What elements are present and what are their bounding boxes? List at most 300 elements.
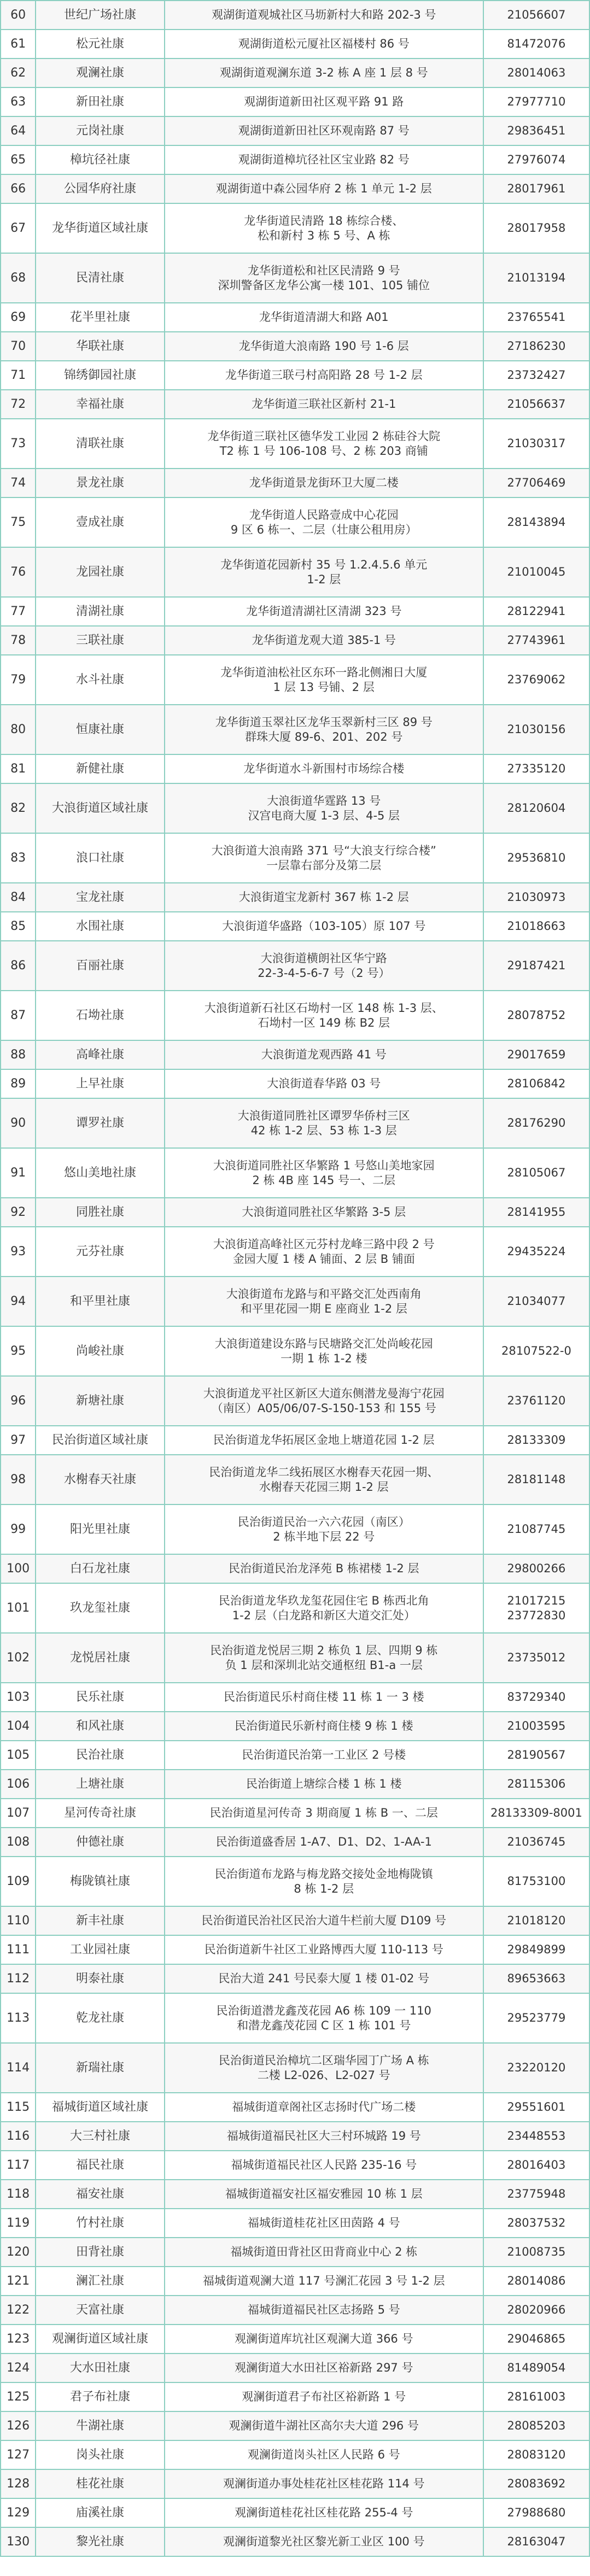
clinic-name	[36, 1, 164, 30]
clinic-address	[165, 1098, 483, 1148]
table-row	[1, 1683, 589, 1712]
clinic-address	[165, 116, 483, 145]
clinic-address	[165, 469, 483, 497]
clinic-phone	[483, 547, 589, 597]
table-row	[1, 1770, 589, 1799]
row-index	[1, 361, 36, 390]
clinic-phone-text: 28120604	[507, 801, 566, 815]
clinic-phone-text: 21008735	[507, 2245, 566, 2258]
row-index	[1, 2238, 36, 2267]
row-index-text: 68	[10, 271, 26, 285]
clinic-name	[36, 1426, 164, 1455]
row-index-text: 103	[7, 1690, 30, 1704]
table-row	[1, 783, 589, 833]
row-index	[1, 783, 36, 833]
clinic-address	[165, 2151, 483, 2180]
clinic-phone	[483, 1770, 589, 1799]
clinic-phone-text: 21036745	[507, 1835, 566, 1848]
clinic-name	[36, 1633, 164, 1683]
clinic-phone-text: 23448553	[507, 2129, 566, 2142]
clinic-name-text: 大水田社康	[69, 2361, 130, 2375]
row-index	[1, 1770, 36, 1799]
clinic-name-text: 观澜社康	[75, 66, 124, 80]
clinic-address-text: 大浪街道布龙路与和平路交汇处西南角 和平里花园一期 E 座商业 1-2 层	[226, 1287, 422, 1315]
row-index	[1, 1633, 36, 1683]
clinic-address-text: 观澜街道君子布社区裕新路 1 号	[242, 2390, 406, 2403]
clinic-address	[165, 1227, 483, 1277]
table-row	[1, 2209, 589, 2238]
row-index	[1, 597, 36, 626]
row-index-text: 80	[10, 722, 26, 736]
clinic-name-text: 高峰社康	[75, 1047, 124, 1062]
clinic-phone	[483, 1098, 589, 1148]
row-index	[1, 1040, 36, 1069]
clinic-address	[165, 2180, 483, 2209]
clinic-name	[36, 2151, 164, 2180]
clinic-name-text: 竹村社康	[75, 2216, 124, 2230]
clinic-address-text: 龙华街道三联弓村高阳路 28 号 1-2 层	[225, 368, 423, 382]
clinic-name	[36, 203, 164, 253]
row-index-text: 92	[10, 1205, 26, 1219]
clinic-phone	[483, 1683, 589, 1712]
clinic-phone	[483, 1583, 589, 1633]
clinic-name-text: 百丽社康	[75, 958, 124, 973]
clinic-name	[36, 1964, 164, 1993]
clinic-name	[36, 2238, 164, 2267]
clinic-name-text: 清联社康	[75, 436, 124, 450]
row-index	[1, 2382, 36, 2411]
clinic-address	[165, 1712, 483, 1741]
clinic-address-text: 大浪街道华盛路（103-105）原 107 号	[222, 920, 426, 933]
clinic-address-text: 龙华街道水斗新围村市场综合楼	[243, 762, 405, 775]
clinic-name-text: 公园华府社康	[63, 182, 136, 196]
clinic-phone-text: 21034077	[507, 1295, 566, 1308]
clinic-address	[165, 2325, 483, 2353]
clinic-address-text: 民治街道民乐村商住楼 11 栋 1 一 3 楼	[224, 1690, 424, 1703]
table-row	[1, 469, 589, 497]
table-row	[1, 58, 589, 87]
clinic-name-text: 水斗社康	[75, 672, 124, 687]
clinic-phone	[483, 116, 589, 145]
row-index-text: 94	[10, 1294, 26, 1308]
clinic-name-text: 田背社康	[75, 2245, 124, 2259]
clinic-phone	[483, 361, 589, 390]
table-row	[1, 2151, 589, 2180]
clinic-name-text: 花半里社康	[69, 310, 130, 324]
clinic-name	[36, 655, 164, 705]
clinic-phone	[483, 1, 589, 30]
clinic-name	[36, 2325, 164, 2353]
row-index-text: 84	[10, 890, 26, 904]
clinic-address	[165, 58, 483, 87]
clinic-phone	[483, 705, 589, 754]
table-row	[1, 1504, 589, 1554]
row-index-text: 121	[7, 2274, 30, 2288]
clinic-address-text: 民治街道民治第一工业区 2 号楼	[242, 1748, 406, 1761]
table-row	[1, 30, 589, 58]
row-index-text: 113	[7, 2011, 30, 2025]
row-index-text: 61	[10, 37, 26, 51]
row-index-text: 89	[10, 1076, 26, 1091]
clinic-name	[36, 174, 164, 203]
clinic-phone-text: 27976074	[507, 153, 566, 166]
clinic-phone	[483, 1712, 589, 1741]
clinic-phone	[483, 1504, 589, 1554]
row-index	[1, 705, 36, 754]
clinic-name	[36, 1040, 164, 1069]
clinic-name	[36, 626, 164, 655]
clinic-name	[36, 497, 164, 547]
row-index-text: 119	[7, 2216, 30, 2230]
clinic-name	[36, 1554, 164, 1583]
clinic-name-text: 民乐社康	[75, 1690, 124, 1704]
clinic-address-text: 大浪街道宝龙新村 367 栋 1-2 层	[238, 891, 409, 904]
clinic-name	[36, 1906, 164, 1935]
table-row	[1, 145, 589, 174]
clinic-name	[36, 390, 164, 419]
row-index-text: 86	[10, 958, 26, 973]
clinic-phone-text: 28133309	[507, 1433, 566, 1447]
clinic-address	[165, 2469, 483, 2498]
clinic-phone	[483, 2122, 589, 2151]
row-index-text: 111	[7, 1942, 30, 1957]
clinic-name-text: 幸福社康	[75, 397, 124, 411]
clinic-phone	[483, 2411, 589, 2440]
clinic-address	[165, 497, 483, 547]
clinic-name-text: 大三村社康	[69, 2129, 130, 2143]
clinic-phone	[483, 1633, 589, 1683]
row-index	[1, 1799, 36, 1828]
table-row	[1, 2498, 589, 2527]
clinic-name	[36, 419, 164, 469]
clinic-name	[36, 145, 164, 174]
clinic-phone-text: 29536810	[507, 851, 566, 864]
clinic-name	[36, 361, 164, 390]
clinic-phone	[483, 2498, 589, 2527]
clinic-address	[165, 1, 483, 30]
clinic-phone-text: 29800266	[507, 1562, 566, 1575]
table-row	[1, 1828, 589, 1857]
clinic-name-text: 世纪广场社康	[63, 8, 136, 22]
clinic-address-text: 观湖街道樟坑径社区宝业路 82 号	[238, 153, 410, 166]
row-index	[1, 1098, 36, 1148]
clinic-phone-text: 23761120	[507, 1394, 566, 1407]
table-row	[1, 253, 589, 303]
clinic-phone-text: 81489054	[507, 2361, 566, 2374]
clinic-phone-text: 28190567	[507, 1748, 566, 1761]
table-row	[1, 361, 589, 390]
clinic-name	[36, 2527, 164, 2556]
clinic-name	[36, 1326, 164, 1376]
clinic-name	[36, 253, 164, 303]
clinic-phone	[483, 754, 589, 783]
clinic-phone	[483, 174, 589, 203]
row-index-text: 100	[7, 1561, 30, 1576]
row-index-text: 101	[7, 1601, 30, 1615]
row-index-text: 130	[7, 2534, 30, 2549]
row-index-text: 67	[10, 221, 26, 235]
table-row	[1, 2180, 589, 2209]
clinic-name	[36, 991, 164, 1040]
row-index-text: 83	[10, 851, 26, 865]
table-row	[1, 991, 589, 1040]
clinic-address	[165, 1935, 483, 1964]
clinic-name-text: 华联社康	[75, 339, 124, 353]
clinic-phone-text: 29551601	[507, 2100, 566, 2114]
clinic-address-text: 福城街道观澜大道 117 号澜汇花园 3 号 1-2 层	[202, 2274, 445, 2287]
clinic-name	[36, 883, 164, 912]
table-row	[1, 2527, 589, 2556]
clinic-phone	[483, 597, 589, 626]
row-index	[1, 2469, 36, 2498]
clinic-name	[36, 2353, 164, 2382]
clinic-address-text: 民治大道 241 号民泰大厦 1 楼 01-02 号	[218, 1972, 430, 1985]
row-index	[1, 1583, 36, 1633]
clinic-address-text: 龙华街道景龙街环卫大厦二楼	[249, 476, 399, 489]
clinic-name-text: 新瑞社康	[75, 2060, 124, 2075]
row-index	[1, 1326, 36, 1376]
clinic-phone-text: 29523779	[507, 2011, 566, 2024]
clinic-name-text: 龙悦居社康	[69, 1650, 130, 1665]
clinic-address-text: 龙华街道油松社区东环一路北侧湘日大厦 1 层 13 号铺、2 层	[220, 665, 428, 694]
clinic-name	[36, 1198, 164, 1227]
row-index	[1, 390, 36, 419]
clinic-phone	[483, 203, 589, 253]
clinic-address-text: 民治街道龙华拓展区金地上塘道花园 1-2 层	[213, 1433, 435, 1447]
clinic-phone	[483, 2180, 589, 2209]
row-index	[1, 1964, 36, 1993]
clinic-address	[165, 87, 483, 116]
clinic-name	[36, 2382, 164, 2411]
clinic-phone	[483, 2440, 589, 2469]
row-index	[1, 1227, 36, 1277]
clinic-phone-text: 23765541	[507, 311, 566, 324]
row-index	[1, 1, 36, 30]
row-index	[1, 1504, 36, 1554]
row-index-text: 96	[10, 1394, 26, 1408]
row-index-text: 77	[10, 604, 26, 618]
clinic-name	[36, 941, 164, 991]
table-row	[1, 2238, 589, 2267]
clinic-phone-text: 28141955	[507, 1205, 566, 1219]
clinic-name	[36, 2180, 164, 2209]
clinic-address-text: 民治街道民乐新村商住楼 9 栋 1 楼	[235, 1719, 413, 1732]
table-row	[1, 332, 589, 361]
clinic-phone-text: 21030156	[507, 723, 566, 736]
table-row	[1, 626, 589, 655]
row-index-text: 72	[10, 397, 26, 411]
clinic-address	[165, 883, 483, 912]
clinic-name	[36, 2093, 164, 2122]
clinic-address-text: 龙华街道民清路 18 栋综合楼、 松和新村 3 栋 5 号、A 栋	[244, 214, 404, 242]
clinic-name	[36, 2209, 164, 2238]
row-index	[1, 1857, 36, 1906]
clinic-address	[165, 833, 483, 883]
clinic-name	[36, 1069, 164, 1098]
clinic-phone-text: 27186230	[507, 339, 566, 353]
clinic-phone-text: 28133309-8001	[490, 1806, 582, 1819]
clinic-phone	[483, 1040, 589, 1069]
row-index	[1, 87, 36, 116]
clinic-address-text: 龙华街道清湖大和路 A01	[259, 311, 389, 324]
clinic-name-text: 大浪街道区域社康	[51, 801, 148, 815]
clinic-name	[36, 833, 164, 883]
row-index	[1, 174, 36, 203]
clinic-name-text: 福城街道区域社康	[51, 2100, 148, 2114]
clinic-address	[165, 203, 483, 253]
row-index	[1, 1712, 36, 1741]
table-row	[1, 1964, 589, 1993]
clinic-phone-text: 21003595	[507, 1719, 566, 1732]
row-index-text: 97	[10, 1433, 26, 1447]
clinic-address	[165, 419, 483, 469]
clinic-name-text: 谭罗社康	[75, 1116, 124, 1130]
clinic-address	[165, 1040, 483, 1069]
row-index	[1, 1993, 36, 2043]
table-row	[1, 1227, 589, 1277]
row-index-text: 115	[7, 2100, 30, 2114]
table-row	[1, 1040, 589, 1069]
table-row	[1, 2325, 589, 2353]
clinic-phone	[483, 1376, 589, 1426]
clinic-name	[36, 2267, 164, 2296]
clinic-address-text: 观澜街道办事处桂花社区桂花路 114 号	[223, 2477, 425, 2490]
row-index	[1, 833, 36, 883]
clinic-phone-text: 27977710	[507, 95, 566, 108]
clinic-address-text: 大浪街道高峰社区元芬村龙峰三路中段 2 号 金园大厦 1 楼 A 铺面、2 层 B 铺面	[213, 1237, 435, 1266]
clinic-name-text: 新健社康	[75, 762, 124, 776]
clinic-address-text: 龙华街道龙观大道 385-1 号	[252, 634, 396, 647]
clinic-name-text: 梅陇镇社康	[69, 1874, 130, 1888]
clinic-name-text: 黎光社康	[75, 2534, 124, 2549]
row-index	[1, 2440, 36, 2469]
clinic-address	[165, 2093, 483, 2122]
table-row	[1, 2353, 589, 2382]
clinic-name-text: 福安社康	[75, 2187, 124, 2201]
clinic-phone	[483, 87, 589, 116]
clinic-phone	[483, 1069, 589, 1098]
clinic-name-text: 乾龙社康	[75, 2011, 124, 2025]
row-index-text: 65	[10, 153, 26, 167]
row-index-text: 105	[7, 1748, 30, 1762]
table-row	[1, 174, 589, 203]
clinic-phone	[483, 912, 589, 941]
row-index	[1, 30, 36, 58]
clinic-phone	[483, 145, 589, 174]
row-index	[1, 2498, 36, 2527]
clinic-phone-text: 28115306	[507, 1777, 566, 1790]
row-index-text: 78	[10, 633, 26, 647]
row-index-text: 104	[7, 1719, 30, 1733]
clinic-phone	[483, 2325, 589, 2353]
clinic-phone-text: 28014086	[507, 2274, 566, 2287]
clinic-address	[165, 1326, 483, 1376]
row-index	[1, 912, 36, 941]
clinic-name	[36, 547, 164, 597]
row-index-text: 124	[7, 2361, 30, 2375]
clinic-name-text: 和风社康	[75, 1719, 124, 1733]
clinic-name-text: 锦绣御园社康	[63, 368, 136, 382]
table-row	[1, 203, 589, 253]
clinic-address	[165, 390, 483, 419]
clinic-address-text: 大浪街道同胜社区华繁路 3-5 层	[242, 1205, 406, 1219]
clinic-phone-text: 27743961	[507, 634, 566, 647]
row-index-text: 127	[7, 2448, 30, 2462]
clinic-name-text: 福民社康	[75, 2158, 124, 2172]
clinic-address	[165, 597, 483, 626]
clinic-address	[165, 705, 483, 754]
clinic-name-text: 樟坑径社康	[69, 153, 130, 167]
row-index	[1, 1935, 36, 1964]
row-index-text: 120	[7, 2245, 30, 2259]
clinic-phone	[483, 783, 589, 833]
clinic-name	[36, 58, 164, 87]
row-index	[1, 419, 36, 469]
row-index-text: 106	[7, 1777, 30, 1791]
table-row	[1, 705, 589, 754]
table-row	[1, 1633, 589, 1683]
table-row	[1, 1148, 589, 1198]
clinic-address	[165, 1741, 483, 1770]
row-index	[1, 1455, 36, 1504]
clinic-address-text: 观湖街道观城社区马坜新村大和路 202-3 号	[212, 8, 436, 21]
clinic-phone	[483, 626, 589, 655]
table-row	[1, 497, 589, 547]
clinic-name	[36, 30, 164, 58]
clinic-address-text: 龙华街道玉翠社区龙华玉翠新村三区 89 号 群珠大厦 89-6、201、202 号	[215, 715, 433, 743]
clinic-name-text: 尚峻社康	[75, 1344, 124, 1358]
row-index-text: 69	[10, 310, 26, 324]
row-index	[1, 1277, 36, 1326]
clinic-address	[165, 303, 483, 332]
clinic-name	[36, 2469, 164, 2498]
clinic-address	[165, 1633, 483, 1683]
clinic-name	[36, 1376, 164, 1426]
row-index	[1, 1198, 36, 1227]
clinic-phone-text: 29017659	[507, 1048, 566, 1061]
clinic-address	[165, 1426, 483, 1455]
row-index-text: 60	[10, 8, 26, 22]
clinic-name	[36, 1770, 164, 1799]
clinic-phone	[483, 58, 589, 87]
clinic-address-text: 民治街道上塘综合楼 1 栋 1 楼	[246, 1777, 402, 1790]
table-row	[1, 1426, 589, 1455]
clinic-name	[36, 1227, 164, 1277]
clinic-name-text: 壹成社康	[75, 515, 124, 529]
table-row	[1, 303, 589, 332]
clinic-address	[165, 1376, 483, 1426]
clinic-address	[165, 2498, 483, 2527]
clinic-name	[36, 1857, 164, 1906]
clinic-name-text: 白石龙社康	[69, 1561, 130, 1576]
clinic-phone-text: 21030973	[507, 891, 566, 904]
clinic-phone-text: 23735012	[507, 1651, 566, 1664]
clinic-phone-text: 28037532	[507, 2216, 566, 2229]
clinic-phone	[483, 2151, 589, 2180]
clinic-address-text: 民治街道民治龙泽苑 B 栋裙楼 1-2 层	[229, 1562, 419, 1575]
clinic-address-text: 福城街道桂花社区田茵路 4 号	[247, 2216, 400, 2229]
clinic-address-text: 福城街道章阁社区志扬时代广场二楼	[232, 2100, 416, 2114]
clinic-name	[36, 116, 164, 145]
table-row	[1, 1376, 589, 1426]
clinic-address-text: 大浪街道新石社区石坳村一区 148 栋 1-3 层、 石坳村一区 149 栋 B2 层	[204, 1001, 443, 1029]
clinic-address	[165, 1770, 483, 1799]
clinic-phone	[483, 1455, 589, 1504]
clinic-address	[165, 30, 483, 58]
clinic-address-text: 民治街道盛香居 1-A7、D1、D2、1-AA-1	[215, 1835, 432, 1848]
clinic-address-text: 龙华街道大浪南路 190 号 1-6 层	[238, 339, 409, 353]
clinic-name	[36, 705, 164, 754]
